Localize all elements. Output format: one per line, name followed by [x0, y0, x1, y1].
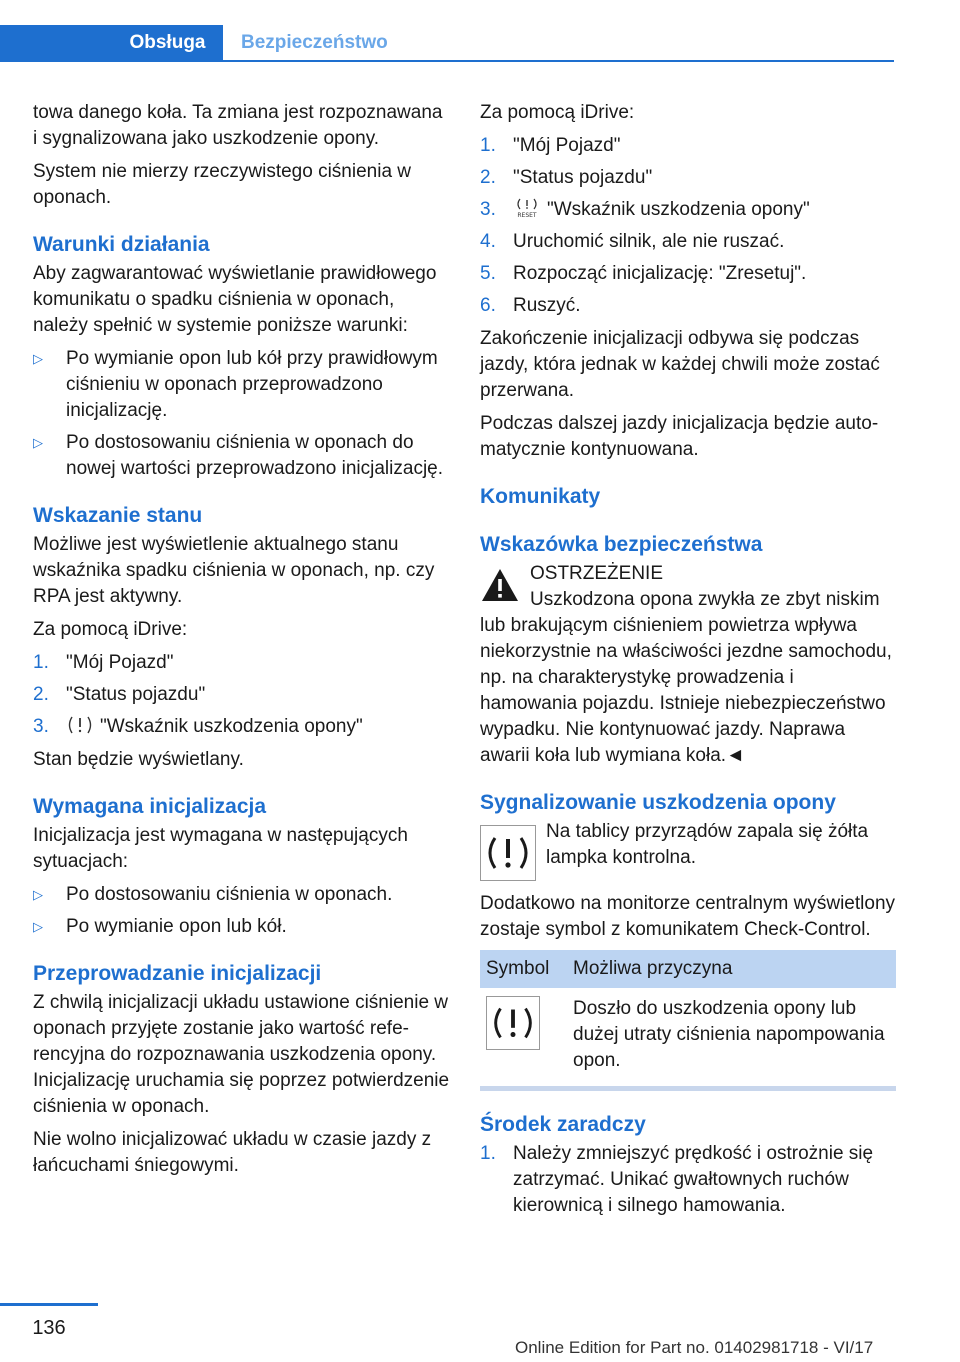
right-column — [480, 100, 896, 1226]
warning-title: OSTRZEŻENIE — [530, 563, 664, 584]
tire-pressure-warning-icon — [480, 825, 536, 881]
numbered-list — [480, 133, 896, 319]
list-item: ▷ Po dostosowaniu ciśnienia w oponach. — [33, 882, 451, 908]
numbered-list — [480, 1141, 896, 1219]
heading-komunikaty: Komunikaty — [480, 485, 601, 508]
tire-reset-icon — [513, 198, 541, 218]
heading-wymagana: Wymagana inicjalizacja — [33, 795, 267, 818]
tab-bezpieczenstwo[interactable]: Bezpieczeństwo — [241, 32, 388, 53]
paragraph: Możliwe jest wyświetlenie aktualnego stanu wskaźnika spadku ciśnienia w oponach, np. czy RPA jest aktywny. — [33, 534, 435, 607]
header-blue-block — [0, 25, 112, 61]
paragraph: Aby zagwarantować wyświetlanie prawidłowego komunikatu o spadku ciśnienia w oponach, należy spełnić w systemie poniższe warunki: — [33, 263, 437, 336]
list-item: 3. "Wskaźnik uszkodzenia opony" — [33, 716, 363, 737]
paragraph: Stan będzie wyświetlany. — [33, 749, 244, 770]
paragraph: Na tablicy przyrządów zapala się żółta lampka kontrolna. — [546, 821, 869, 868]
left-column — [33, 100, 451, 1186]
warning-text-first: Uszkodzona opona zwykła ze zbyt niskim — [530, 589, 880, 610]
edition-note: Online Edition for Part no. 01402981718 - VI/17 — [515, 1338, 874, 1357]
paragraph: Za pomocą iDrive: — [33, 619, 188, 640]
tab-obsluga[interactable]: Obsługa — [112, 25, 223, 61]
list-item: 4. Uruchomić silnik, ale nie ruszać. — [480, 231, 785, 252]
list-item: 1. "Mój Pojazd" — [480, 135, 621, 156]
list-item: ▷ Po wymianie opon lub kół. — [33, 914, 451, 940]
heading-sygnalizowanie: Sygnalizowanie uszkodzenia opony — [480, 791, 836, 814]
page-number: 136 — [32, 1317, 66, 1339]
table-bottom-rule — [480, 1086, 896, 1091]
paragraph: Dodatkowo na monitorze centralnym wyświetlony zostaje symbol z komunikatem Check-Control. — [480, 893, 896, 940]
tire-warning-icon — [66, 715, 94, 735]
heading-przeprowadzanie: Przeprowadzanie inicjalizacji — [33, 962, 322, 985]
triangle-bullet-icon: ▷ — [33, 435, 43, 450]
bullet-list — [33, 882, 451, 940]
triangle-bullet-icon: ▷ — [33, 887, 43, 902]
list-item: 5. Rozpocząć inicjalizację: "Zresetuj". — [480, 263, 807, 284]
paragraph: Nie wolno inicjalizować układu w czasie jazdy z łańcuchami śniegowymi. — [33, 1129, 432, 1176]
warning-text: lub brakującym ciśnieniem powietrza wpływa niekorzystnie na właściwości jezdne samochodu, np. na charakterystykę prowadzenia i hamowania pojazdu. Istnieje niebezpieczeństwo wypadku. Nie kontynuować jazdy. Naprawa awarii koła lub wymiana koła.◄ — [480, 615, 892, 766]
symbol-table — [480, 950, 896, 1086]
list-item: 2. "Status pojazdu" — [33, 684, 206, 705]
warning-triangle-icon — [480, 567, 520, 603]
heading-warunki: Warunki działania — [33, 233, 210, 256]
list-item: 1. "Mój Pojazd" — [33, 652, 174, 673]
header-rule — [0, 60, 894, 62]
list-item: ▷ Po wymianie opon lub kół przy prawidłowym ciśnieniu w oponach przeprowadzono inicjalizację. — [33, 346, 451, 424]
table-cell: Doszło do uszkodzenia opony lub dużej utraty ciśnienia napompowania opon. — [573, 998, 885, 1071]
paragraph: System nie mierzy rzeczywistego ciśnienia w oponach. — [33, 161, 412, 208]
table-header-symbol: Symbol — [480, 950, 567, 988]
paragraph: Podczas dalszej jazdy inicjalizacja będzie automatycznie kontynuowana. — [480, 413, 879, 460]
list-item: 6. Ruszyć. — [480, 295, 581, 316]
list-item: 1. Należy zmniejszyć prędkość i ostrożnie się zatrzymać. Unikać gwałtownych ruchów kierownicą i silnego hamowania. — [480, 1143, 874, 1216]
indicator-block — [480, 819, 896, 881]
numbered-list — [33, 650, 451, 740]
list-item: ▷ Po dostosowaniu ciśnienia w oponach do nowej wartości przeprowadzono inicjalizację. — [33, 430, 451, 482]
paragraph: Z chwilą inicjalizacji układu ustawione ciśnienie w oponach przyjęte zostanie jako wartość referencyjna do rozpoznawania uszkodzenia opony. Inicjalizację uruchamia się poprzez potwierdzenie ciśnienia w oponach. — [33, 992, 450, 1117]
tire-pressure-warning-icon — [486, 996, 540, 1050]
list-item: 2. "Status pojazdu" — [480, 167, 653, 188]
triangle-bullet-icon: ▷ — [33, 351, 43, 366]
paragraph: towa danego koła. Ta zmiana jest rozpoznawana i sygnalizowana jako uszkodzenie opony. — [33, 102, 443, 149]
heading-wskazowka: Wskazówka bezpieczeństwa — [480, 533, 763, 556]
triangle-bullet-icon: ▷ — [33, 919, 43, 934]
paragraph: Inicjalizacja jest wymagana w następujących sytuacjach: — [33, 825, 408, 872]
chapter-tabs — [0, 25, 894, 61]
table-row — [480, 988, 896, 1086]
paragraph: Zakończenie inicjalizacji odbywa się podczas jazdy, która jednak w każdej chwili może zostać przerwana. — [480, 328, 880, 401]
footer-rule — [0, 1303, 98, 1306]
bullet-list — [33, 346, 451, 482]
heading-srodek: Środek zaradczy — [480, 1113, 646, 1136]
svg-text:RESET: RESET — [517, 212, 537, 218]
paragraph: Za pomocą iDrive: — [480, 102, 635, 123]
heading-wskazanie: Wskazanie stanu — [33, 504, 203, 527]
warning-block — [480, 561, 896, 769]
table-header-przyczyna: Możliwa przyczyna — [567, 950, 896, 988]
list-item: 3. RESET "Wskaźnik uszkodzenia opony" — [480, 199, 810, 220]
